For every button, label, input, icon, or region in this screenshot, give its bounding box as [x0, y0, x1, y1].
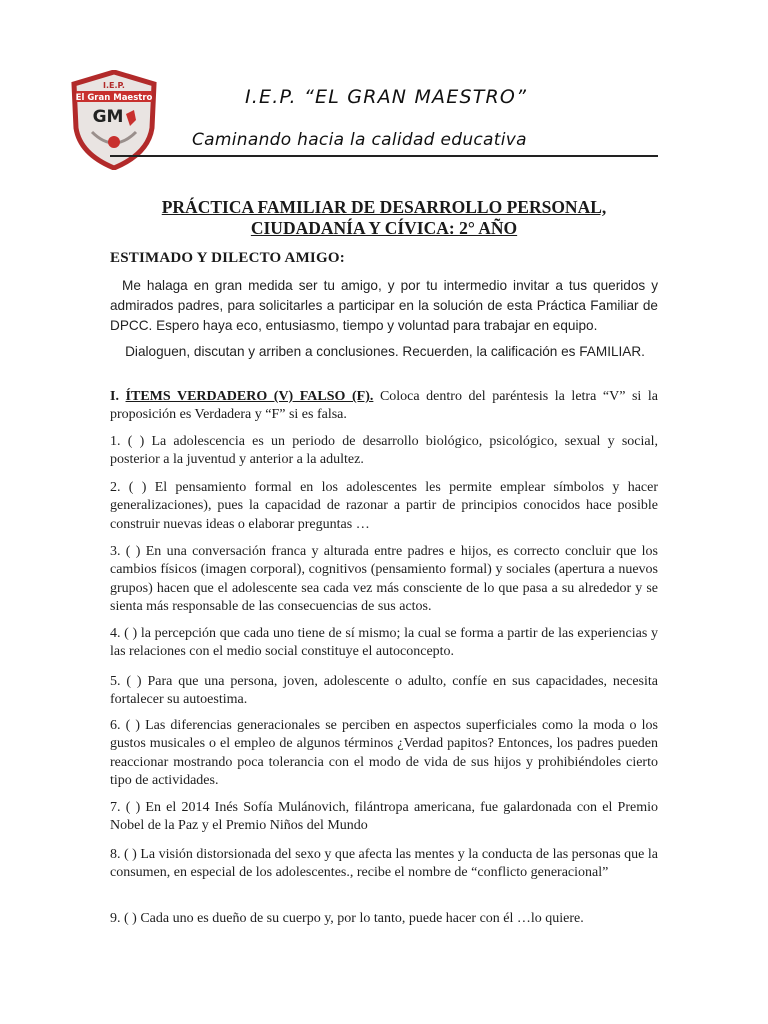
logo-top-text: I.E.P. [103, 81, 125, 90]
document-title [110, 197, 658, 239]
section-title: ÍTEMS VERDADERO (V) FALSO (F). [125, 389, 374, 404]
list-item: 3. ( ) En una conversación franca y alturada entre padres e hijos, es correcto concluir que los cambios físicos (imagen corporal), cognitivos (pensamiento formal) y sociales (apertura a nuevos grupos) hacen que el adolescente sea cada vez más consciente de lo que pasa a su alrededor y se sienta más responsable de las consecuencias de sus actos. [110, 544, 658, 614]
logo-monogram: GM [92, 107, 124, 127]
list-item: 1. ( ) La adolescencia es un periodo de desarrollo biológico, psicológico, sexual y social, posterior a la juventud y anterior a la adultez. [110, 434, 658, 468]
list-item: 4. ( ) la percepción que cada uno tiene de sí mismo; la cual se forma a partir de las experiencias y las relaciones con el medio social constituye el autoconcepto. [110, 626, 658, 660]
list-item: 7. ( ) En el 2014 Inés Sofía Mulánovich, filántropa americana, fue galardonada con el Premio Nobel de la Paz y el Premio Niños del Mundo [110, 800, 658, 834]
section-number: I. [110, 389, 119, 404]
list-item: 6. ( ) Las diferencias generacionales se perciben en aspectos superficiales como la moda o los gustos musicales o el empleo de algunos términos ¿Verdad papitos? Entonces, los padres pueden reaccionar mostrando poca tolerancia con el modo de vida de sus hijos y prohibiéndoles cierto tipo de actividades. [110, 718, 658, 788]
school-name: I.E.P. “EL GRAN MAESTRO” [245, 86, 528, 108]
logo-banner-text: El Gran Maestro [75, 93, 153, 103]
school-motto: Caminando hacia la calidad educativa [192, 130, 527, 150]
dialog-text: Dialoguen, discutan y arriben a conclusiones. Recuerden, la calificación es FAMILIAR. [125, 344, 645, 359]
book-emblem [108, 136, 120, 148]
dialog-paragraph [110, 342, 658, 362]
list-item: 5. ( ) Para que una persona, joven, adolescente o adulto, confíe en sus capacidades, necesita fortalecer su autoestima. [110, 674, 658, 708]
title-line-1: PRÁCTICA FAMILIAR DE DESARROLLO PERSONAL, [161, 197, 607, 217]
list-item: 8. ( ) La visión distorsionada del sexo y que afecta las mentes y la conducta de las personas que la consumen, en especial de los adolescentes., recibe el nombre de “conflicto generacional” [110, 847, 658, 881]
intro-text: Me halaga en gran medida ser tu amigo, y por tu intermedio invitar a tus queridos y admirados padres, para solicitarles a participar en la solución de esta Práctica Familiar de DPCC. Espero haya eco, entusiasmo, tiempo y voluntad para trabajar en equipo. [110, 278, 658, 333]
section-heading [110, 388, 658, 424]
section-instruction: Coloca dentro del paréntesis la letra “V” si la proposición es Verdadera y “F” si es falsa. [110, 389, 658, 422]
greeting: ESTIMADO Y DILECTO AMIGO: [110, 250, 345, 266]
intro-paragraph [110, 276, 658, 336]
list-item: 2. ( ) El pensamiento formal en los adolescentes les permite emplear símbolos y hacer generalizaciones), pues la capacidad de razonar a partir de principios conocidos hace posible construir nuevas ideas o elaborar preguntas … [110, 480, 658, 532]
list-item: 9. ( ) Cada uno es dueño de su cuerpo y, por lo tanto, puede hacer con él …lo quiere. [110, 911, 584, 926]
header-divider [110, 155, 658, 157]
title-line-2: CIUDADANÍA Y CÍVICA: 2° AÑO [250, 218, 518, 238]
